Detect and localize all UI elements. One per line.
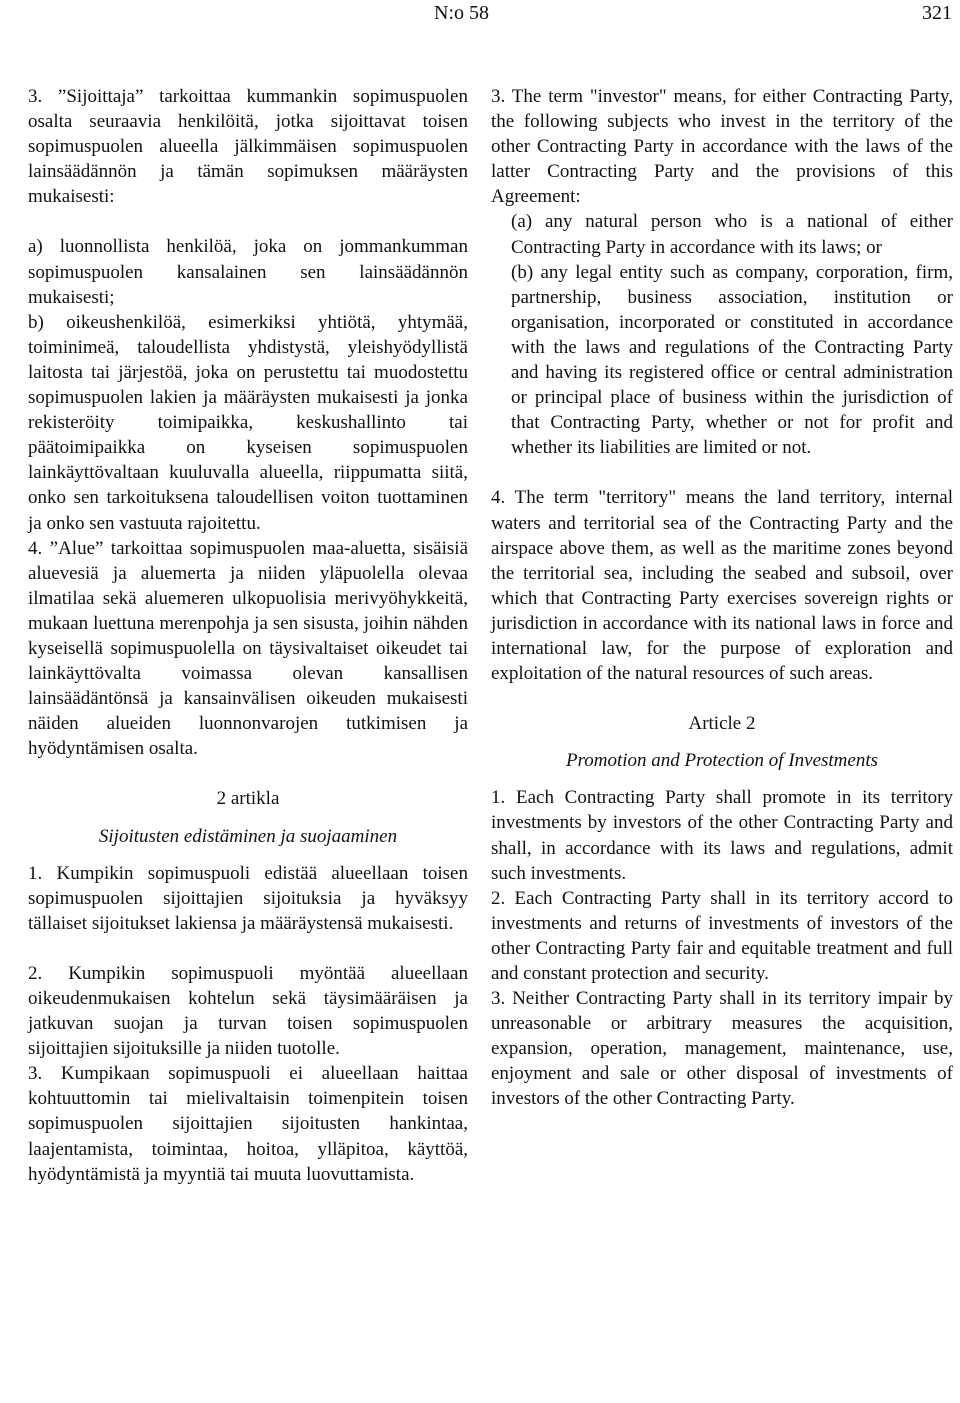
fi-article-para-3: 3. Kumpikaan sopimuspuoli ei alueellaan haittaa kohtuuttomin tai mielivaltaisin toimenpitein toisen sopimuspuolen sijoittajien sijoitusten hankintaa, laajentamista, toimintaa, hoitoa, ylläpitoa, käyttöä, hyödyntämistä ja myyntiä tai muuta luovuttamista. xyxy=(28,1063,468,1185)
en-paragraph-3b: (b) any legal entity such as company, corporation, firm, partnership, business association, institution or organisation, incorporated or constituted in accordance with the laws and regulations of the Contracting Party and having its registered office or central administration or principal place of business within the jurisdiction of that Contracting Party, whether or not for profit and whether its liabilities are limited or not. xyxy=(511,261,953,459)
fi-paragraph-3: 3. ”Sijoittaja” tarkoittaa kummankin sopimuspuolen osalta seuraavia henkilöitä, jotka sijoittavat toisen sopimuspuolen alueella jälkimmäisen sopimuspuolen lainsäädännön ja tämän sopimuksen määräysten mukaisesti: xyxy=(28,86,468,208)
fi-article-para-1: 1. Kumpikin sopimuspuoli edistää alueellaan toisen sopimuspuolen sijoittajien sijoituksia ja hyväksyy tällaiset sijoitukset lakiensa ja määräystensä mukaisesti. xyxy=(28,862,468,934)
page-number: 321 xyxy=(922,2,952,24)
en-paragraph-4: 4. The term "territory" means the land territory, internal waters and territorial sea of the Contracting Party and the airspace above them, as well as the maritime zones beyond the territorial sea, including the seabed and subsoil, over which that Contracting Party exercises sovereign rights or jurisdiction in accordance with its national laws in force and international law, for the purpose of exploration and exploitation of the natural resources of such areas. xyxy=(491,487,953,685)
fi-article-title: Sijoitusten edistäminen ja suojaaminen xyxy=(98,825,398,847)
fi-article-para-2: 2. Kumpikin sopimuspuoli myöntää alueellaan oikeudenmukaisen kohtelun sekä täysimääräisen ja jatkuvan suojan ja turvan toisen sopimuspuolen sijoittajien sijoituksille ja niiden tuotolle. xyxy=(28,962,468,1060)
fi-article-heading: 2 artikla xyxy=(216,788,280,810)
fi-paragraph-3a: a) luonnollista henkilöä, joka on jommankumman sopimuspuolen kansalainen sen lainsäädännön mukaisesti; xyxy=(28,236,468,308)
en-article-para-2: 2. Each Contracting Party shall in its territory accord to investments and returns of investments of investors of the other Contracting Party fair and equitable treatment and full and constant protection and security. xyxy=(491,887,953,984)
en-article-title: Promotion and Protection of Investments xyxy=(565,750,879,772)
finnish-column xyxy=(28,84,468,1187)
fi-paragraph-3b: b) oikeushenkilöä, esimerkiksi yhtiötä, yhtymää, toiminimeä, taloudellista yhdistystä, yleishyödyllistä laitosta tai järjestöä, joka on perustettu tai muodostettu sopimuspuolen lakien ja määräysten mukaisesti ja jonka rekisteröity toimipaikka, keskushallinto tai päätoimipaikka on kyseisen sopimuspuolen lainkäyttövaltaan kuuluvalla alueella, riippumatta siitä, onko sen tarkoituksena taloudellisen voiton tuottaminen ja onko sen vastuuta rajoitettu. xyxy=(28,311,468,534)
en-article-heading: Article 2 xyxy=(688,713,756,735)
en-article-para-3: 3. Neither Contracting Party shall in its territory impair by unreasonable or arbitrary measures the acquisition, expansion, operation, management, maintenance, use, enjoyment and sale or other disposal of investments of investors of the other Contracting Party. xyxy=(491,988,953,1110)
en-article-para-1: 1. Each Contracting Party shall promote in its territory investments by investors of the other Contracting Party and shall, in accordance with its laws and regulations, admit such investments. xyxy=(491,787,953,884)
series-number: N:o 58 xyxy=(434,2,489,24)
en-paragraph-3a: (a) any natural person who is a national of either Contracting Party in accordance with its laws; or xyxy=(511,211,953,258)
english-column xyxy=(491,84,953,1112)
page-header xyxy=(0,0,960,40)
fi-paragraph-4: 4. ”Alue” tarkoittaa sopimuspuolen maa-aluetta, sisäisiä aluevesiä ja aluemerta ja niiden yläpuolella olevaa ilmatilaa sekä aluemeren ulkopuolisia merivyöhykkeitä, mukaan luettuna merenpohja ja sen sisusta, joihin nähden kyseisellä sopimuspuolella on täysivaltaiset oikeudet tai lainkäyttövalta voimassa olevan kansallisen lainsäädäntönsä ja kansainvälisen oikeuden mukaisesti näiden alueiden luonnonvarojen tutkimisen ja hyödyntämisen osalta. xyxy=(28,537,468,760)
en-paragraph-3: 3. The term "investor" means, for either Contracting Party, the following subjects who invest in the territory of the other Contracting Party in accordance with the laws of the latter Contracting Party and the provisions of this Agreement: xyxy=(491,86,953,208)
